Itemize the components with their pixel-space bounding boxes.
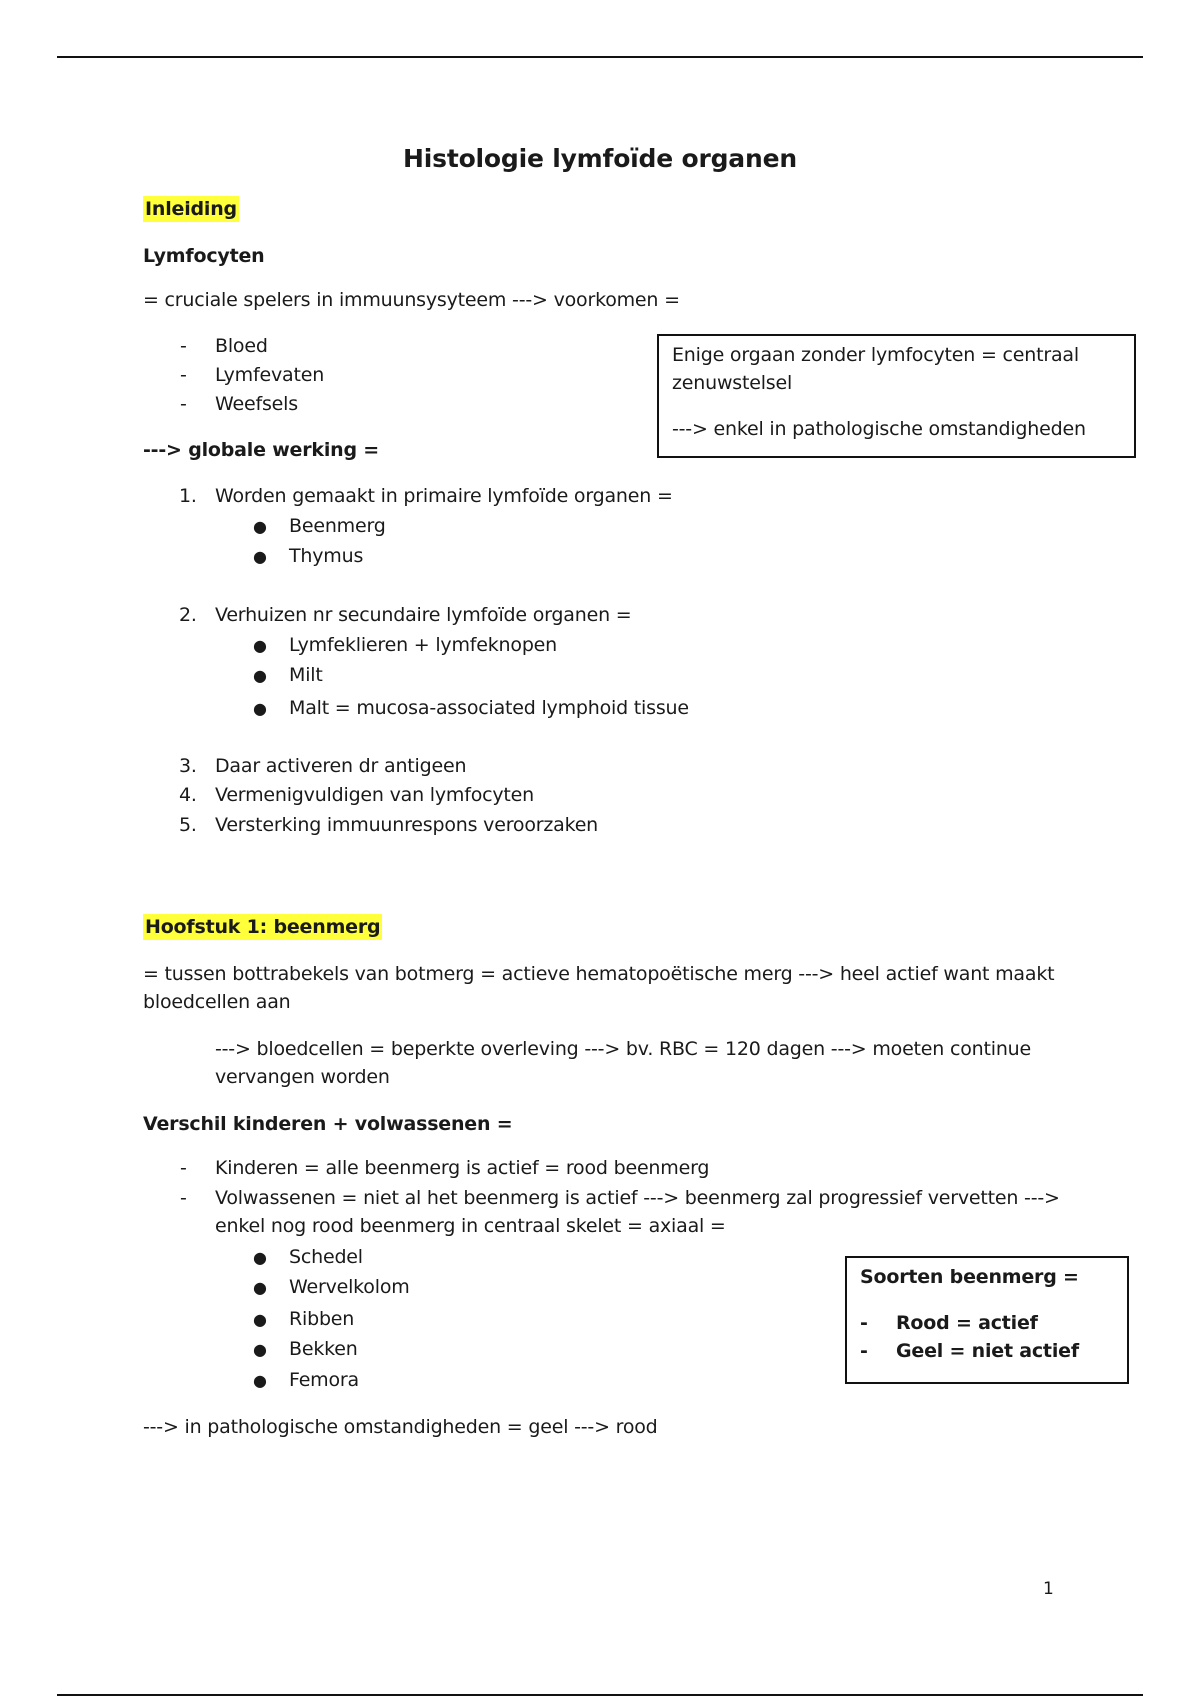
diff-heading: Verschil kinderen + volwassenen = [143,1113,513,1135]
paragraph-line: = tussen bottrabekels van botmerg = actieve hematopoëtische merg ---> heel actief want maakt [143,963,1055,985]
note-line: zenuwstelsel [672,372,793,394]
numbered-item: 5. Versterking immuunrespons veroorzaken [179,814,599,836]
note-heading: Soorten beenmerg = [860,1266,1079,1288]
list-item: - Lymfevaten [180,364,325,386]
list-item: - Kinderen = alle beenmerg is actief = rood beenmerg [180,1157,710,1179]
list-item-continuation: enkel nog rood beenmerg in centraal skelet = axiaal = [215,1215,726,1237]
global-heading: ---> globale werking = [143,439,380,461]
note-line: Enige orgaan zonder lymfocyten = centraal [672,344,1079,366]
numbered-item: 2. Verhuizen nr secundaire lymfoïde organen = [179,604,632,626]
note-item: - Rood = actief [860,1312,1038,1334]
note-line: ---> enkel in pathologische omstandigheden [672,418,1086,440]
numbered-item: 1. Worden gemaakt in primaire lymfoïde organen = [179,485,673,507]
list-item: - Volwassenen = niet al het beenmerg is actief ---> beenmerg zal progressief vervetten ---> [180,1187,1060,1209]
subheading-lymfocyten: Lymfocyten [143,245,265,267]
numbered-item: 3. Daar activeren dr antigeen [179,755,467,777]
indented-line: vervangen worden [215,1066,390,1088]
top-rule [57,56,1143,58]
page-number: 1 [1043,1579,1054,1599]
bullet-item: ● Thymus [253,545,364,567]
page-title: Histologie lymfoïde organen [403,144,797,173]
pathology-line: ---> in pathologische omstandigheden = geel ---> rood [143,1416,658,1438]
bullet-item: ● Wervelkolom [253,1276,410,1298]
bullet-item: ● Malt = mucosa-associated lymphoid tissue [253,697,689,719]
definition-text: = cruciale spelers in immuunsysyteem ---> voorkomen = [143,289,680,311]
bullet-item: ● Femora [253,1369,359,1391]
numbered-item: 4. Vermenigvuldigen van lymfocyten [179,784,534,806]
bullet-item: ● Bekken [253,1338,358,1360]
section-heading-chapter1: Hoofstuk 1: beenmerg [145,916,381,938]
list-item: - Weefsels [180,393,298,415]
bullet-item: ● Lymfeklieren + lymfeknopen [253,634,558,656]
section-heading-inleiding: Inleiding [145,198,237,220]
note-box-cns [657,334,1136,458]
bullet-item: ● Beenmerg [253,515,386,537]
list-item: - Bloed [180,335,268,357]
note-item: - Geel = niet actief [860,1340,1079,1362]
bullet-item: ● Schedel [253,1246,363,1268]
bullet-item: ● Milt [253,664,323,686]
note-box-marrow-types [845,1256,1129,1384]
bullet-item: ● Ribben [253,1308,355,1330]
indented-line: ---> bloedcellen = beperkte overleving ---> bv. RBC = 120 dagen ---> moeten continue [215,1038,1031,1060]
bottom-rule [57,1694,1143,1696]
paragraph-line: bloedcellen aan [143,991,291,1013]
